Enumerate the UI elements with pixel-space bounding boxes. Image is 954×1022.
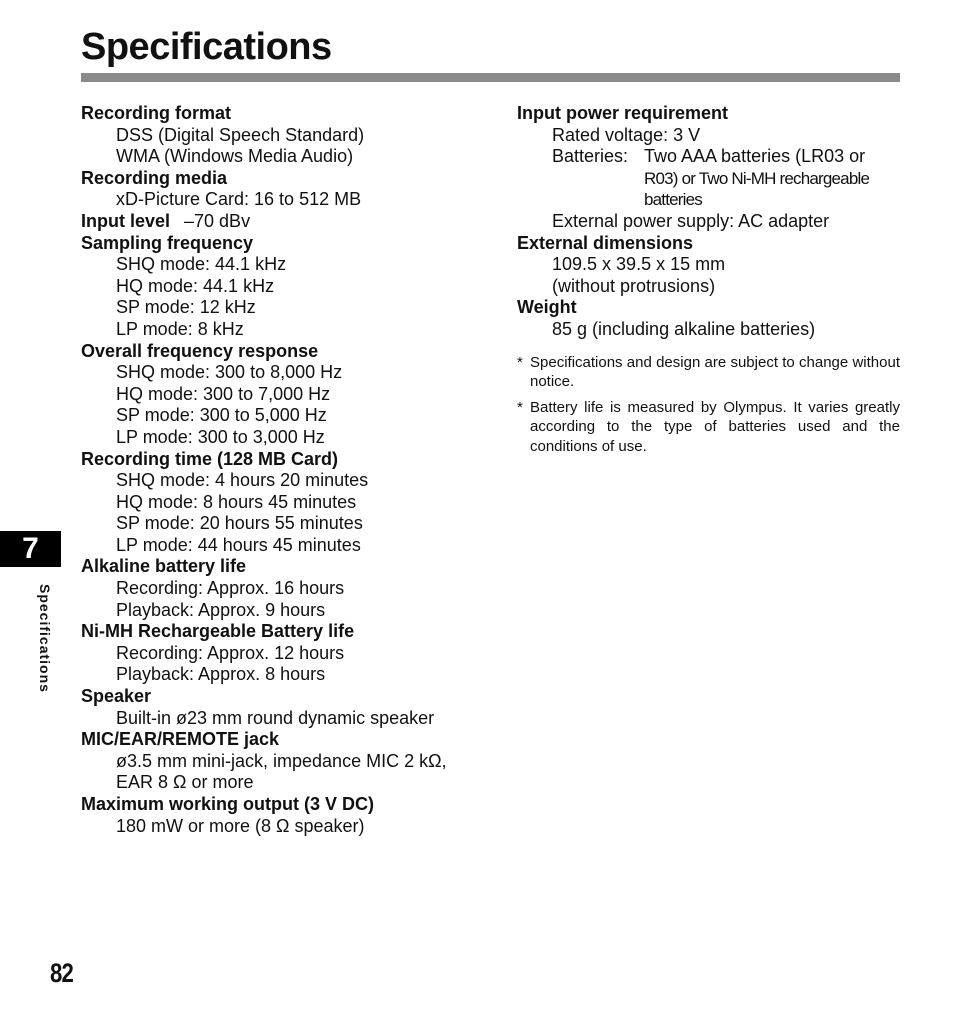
spec-label: Overall frequency response bbox=[81, 340, 319, 361]
spec-value: 109.5 x 39.5 x 15 mm bbox=[552, 254, 726, 275]
footnote-text: Battery life is measured by Olympus. It varies greatly according to the type of batteries used and the conditions of use. bbox=[530, 398, 900, 455]
page-number: 82 bbox=[50, 958, 73, 988]
spec-value: SP mode: 12 kHz bbox=[116, 297, 256, 318]
spec-value: –70 dBv bbox=[184, 210, 251, 231]
spec-value: EAR 8 Ω or more bbox=[116, 772, 254, 793]
footnote-text: Specifications and design are subject to change without notice. bbox=[530, 353, 900, 391]
spec-external-dimensions bbox=[517, 233, 900, 298]
asterisk-marker: * bbox=[517, 353, 523, 371]
batteries-key: Batteries: bbox=[552, 146, 629, 167]
spec-label: Alkaline battery life bbox=[81, 556, 247, 577]
title-divider bbox=[81, 73, 900, 82]
spec-value: LP mode: 300 to 3,000 Hz bbox=[116, 426, 325, 447]
spec-recording-format bbox=[81, 103, 481, 168]
spec-value: Playback: Approx. 8 hours bbox=[116, 664, 326, 685]
spec-value: WMA (Windows Media Audio) bbox=[116, 146, 354, 167]
spec-frequency-response bbox=[81, 341, 481, 449]
spec-value: SHQ mode: 4 hours 20 minutes bbox=[116, 470, 369, 491]
spec-jack bbox=[81, 729, 481, 794]
spec-value: (without protrusions) bbox=[552, 275, 716, 296]
spec-label: Recording media bbox=[81, 167, 228, 188]
asterisk-marker: * bbox=[517, 398, 523, 416]
batteries-line: R03) or Two Ni-MH rechargeable bbox=[644, 168, 870, 188]
spec-input-power bbox=[517, 103, 900, 233]
spec-value: LP mode: 44 hours 45 minutes bbox=[116, 534, 361, 555]
spec-value: Rated voltage: 3 V bbox=[552, 124, 701, 145]
spec-value: SHQ mode: 300 to 8,000 Hz bbox=[116, 362, 343, 383]
specs-left-column bbox=[81, 103, 481, 837]
spec-label: MIC/EAR/REMOTE jack bbox=[81, 729, 280, 750]
spec-value: Recording: Approx. 12 hours bbox=[116, 642, 345, 663]
spec-label: Input power requirement bbox=[517, 103, 729, 123]
spec-value: SP mode: 20 hours 55 minutes bbox=[116, 513, 363, 534]
spec-label: Maximum working output (3 V DC) bbox=[81, 794, 375, 814]
spec-alkaline-battery-life bbox=[81, 556, 481, 621]
spec-max-output bbox=[81, 794, 481, 837]
spec-value: External power supply: AC adapter bbox=[552, 210, 830, 231]
batteries-line: batteries bbox=[644, 190, 703, 210]
spec-label: Weight bbox=[517, 297, 577, 318]
spec-weight bbox=[517, 297, 900, 340]
batteries-row bbox=[517, 146, 900, 211]
spec-sampling-frequency bbox=[81, 233, 481, 341]
spec-value: LP mode: 8 kHz bbox=[116, 318, 244, 339]
spec-value: Playback: Approx. 9 hours bbox=[116, 599, 326, 620]
spec-value: HQ mode: 44.1 kHz bbox=[116, 275, 275, 296]
spec-value: HQ mode: 300 to 7,000 Hz bbox=[116, 383, 331, 404]
spec-label: External dimensions bbox=[517, 232, 694, 253]
spec-value: 180 mW or more (8 Ω speaker) bbox=[116, 815, 365, 836]
spec-label: Recording time (128 MB Card) bbox=[81, 448, 339, 469]
footnote bbox=[517, 353, 900, 392]
page-title: Specifications bbox=[81, 26, 332, 68]
spec-value: 85 g (including alkaline batteries) bbox=[552, 318, 816, 339]
spec-value: SHQ mode: 44.1 kHz bbox=[116, 254, 287, 275]
footnote bbox=[517, 398, 900, 457]
spec-value: SP mode: 300 to 5,000 Hz bbox=[116, 405, 327, 426]
footnotes bbox=[517, 353, 900, 457]
spec-label: Recording format bbox=[81, 103, 232, 123]
spec-value: Built-in ø23 mm round dynamic speaker bbox=[116, 707, 435, 728]
spec-value: DSS (Digital Speech Standard) bbox=[116, 124, 365, 145]
spec-recording-time bbox=[81, 449, 481, 557]
spec-input-level bbox=[81, 211, 481, 233]
spec-label: Sampling frequency bbox=[81, 232, 254, 253]
spec-recording-media bbox=[81, 168, 481, 211]
spec-value: HQ mode: 8 hours 45 minutes bbox=[116, 491, 357, 512]
batteries-value bbox=[644, 146, 900, 211]
spec-nimh-battery-life bbox=[81, 621, 481, 686]
chapter-tab: 7 bbox=[0, 531, 61, 567]
spec-value: xD-Picture Card: 16 to 512 MB bbox=[116, 189, 362, 210]
batteries-line: Two AAA batteries (LR03 or bbox=[644, 146, 866, 167]
spec-label: Ni-MH Rechargeable Battery life bbox=[81, 621, 355, 642]
spec-value: Recording: Approx. 16 hours bbox=[116, 578, 345, 599]
specs-right-column bbox=[517, 103, 900, 462]
spec-speaker bbox=[81, 686, 481, 729]
side-section-label: Specifications bbox=[37, 584, 53, 693]
spec-label: Speaker bbox=[81, 686, 152, 707]
spec-label: Input level bbox=[81, 210, 171, 231]
spec-value: ø3.5 mm mini-jack, impedance MIC 2 kΩ, bbox=[116, 750, 447, 771]
